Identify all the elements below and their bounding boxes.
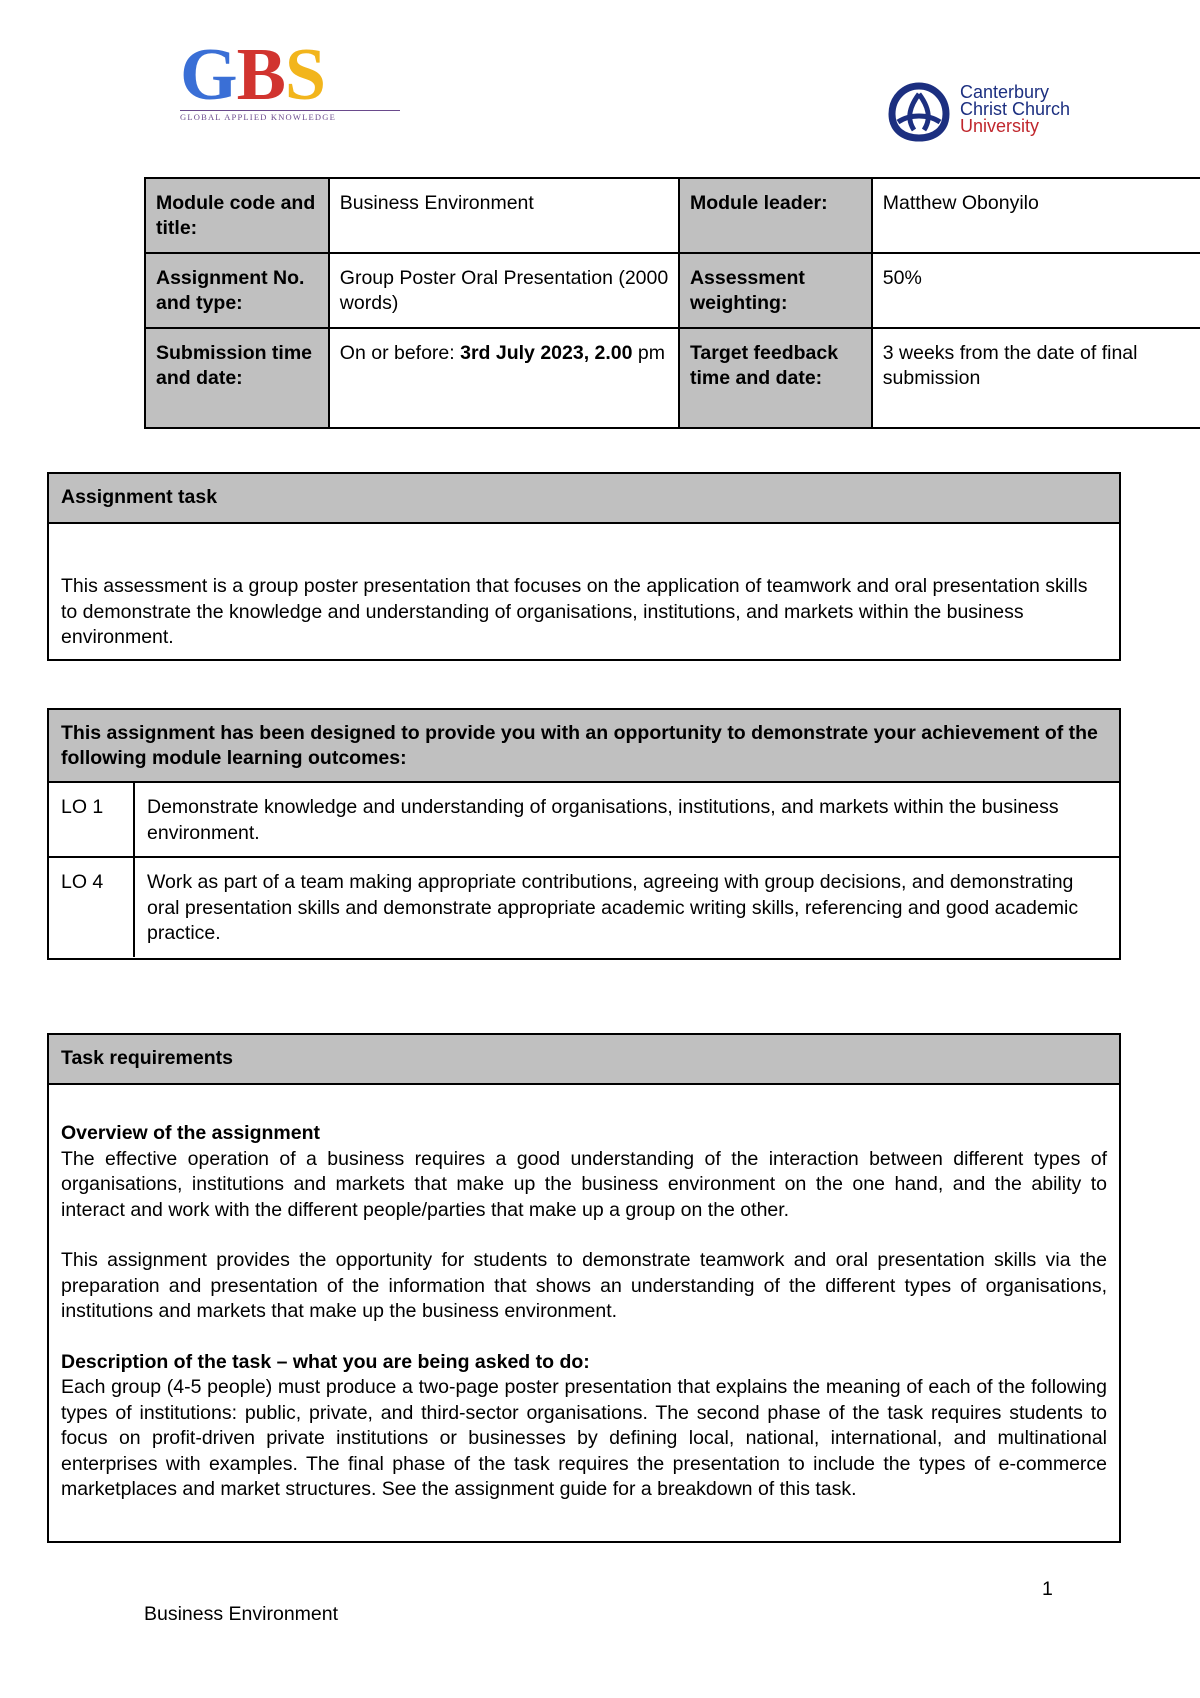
table-row — [145, 253, 1200, 328]
lo-code: LO 4 — [49, 857, 134, 957]
module-code-label: Module code and title: — [145, 178, 329, 253]
assignment-task-body: This assessment is a group poster presentation that focuses on the application of teamwork and oral presentation skills to demonstrate the knowledge and understanding of organisations, institutions, and markets within the business environment. — [61, 575, 1088, 648]
assignment-type-value: Group Poster Oral Presentation (2000 words) — [329, 253, 679, 328]
page-number: 1 — [1042, 1578, 1053, 1600]
feedback-value: 3 weeks from the date of final submission — [872, 328, 1200, 428]
submission-date: 3rd July 2023, 2.00 — [460, 342, 633, 364]
table-row — [49, 782, 1119, 857]
cccu-emblem-icon — [884, 80, 954, 144]
table-row — [145, 178, 1200, 253]
overview-paragraph: The effective operation of a business requires a good understanding of the interaction between different types of organisations, institutions and markets that make up the business environment on the one hand, and the ability to interact and work with the different people/parties that make up a group on the other. — [61, 1147, 1107, 1221]
table-row — [49, 857, 1119, 957]
task-requirements-body — [49, 1085, 1119, 1513]
module-info-table — [144, 177, 1200, 429]
table-row — [145, 328, 1200, 428]
description-paragraph: Each group (4-5 people) must produce a two-page poster presentation that explains the meaning of each of the following types of institutions: public, private, and third-sector organisations. The second phase of the task requires students to focus on profit-driven private institutions or businesses by defining local, national, international, and multinational enterprises with examples. The final phase of the task requires the presentation to include the types of e-commerce marketplaces and market structures. See the assignment guide for a breakdown of this task. — [61, 1376, 1107, 1500]
learning-outcomes-box — [47, 708, 1121, 960]
lo-text: Work as part of a team making appropriate contributions, agreeing with group decisions, and demonstrating oral presentation skills and demonstrate appropriate academic writing skills, referencing and good academic practice. — [134, 857, 1119, 957]
module-code-value: Business Environment — [329, 178, 679, 253]
lo-code: LO 1 — [49, 782, 134, 857]
module-leader-label: Module leader: — [679, 178, 872, 253]
assignment-task-heading: Assignment task — [49, 474, 1119, 524]
module-leader-value: Matthew Obonyilo — [872, 178, 1200, 253]
footer-text: Business Environment — [144, 1603, 339, 1625]
assessment-weighting-value: 50% — [872, 253, 1200, 328]
assignment-type-label: Assignment No. and type: — [145, 253, 329, 328]
description-title: Description of the task – what you are being asked to do: — [61, 1350, 590, 1373]
overview-title: Overview of the assignment — [61, 1122, 320, 1144]
feedback-label: Target feedback time and date: — [679, 328, 872, 428]
gbs-logo-tagline: GLOBAL APPLIED KNOWLEDGE — [180, 110, 400, 122]
cccu-logo — [884, 80, 1114, 144]
submission-value: On or before: 3rd July 2023, 2.00 pm — [329, 328, 679, 428]
submission-label: Submission time and date: — [145, 328, 329, 428]
gbs-logo — [180, 34, 420, 122]
learning-outcomes-heading: This assignment has been designed to provide you with an opportunity to demonstrate your achievement of the following module learning outcomes: — [49, 710, 1119, 781]
lo-text: Demonstrate knowledge and understanding of organisations, institutions, and markets within the business environment. — [134, 782, 1119, 857]
assessment-weighting-label: Assessment weighting: — [679, 253, 872, 328]
gbs-logo-letters: GBS — [180, 34, 326, 116]
overview-paragraph: This assignment provides the opportunity for students to demonstrate teamwork and oral presentation skills via the preparation and presentation of the information that shows an understanding of the different types of organisations, institutions and markets that make up the business environment. — [61, 1249, 1107, 1322]
learning-outcomes-table — [49, 781, 1119, 957]
cccu-logo-text: Canterbury Christ Church University — [960, 82, 1071, 136]
task-requirements-box — [47, 1033, 1121, 1543]
assignment-task-box — [47, 472, 1121, 661]
task-requirements-heading: Task requirements — [49, 1035, 1119, 1085]
